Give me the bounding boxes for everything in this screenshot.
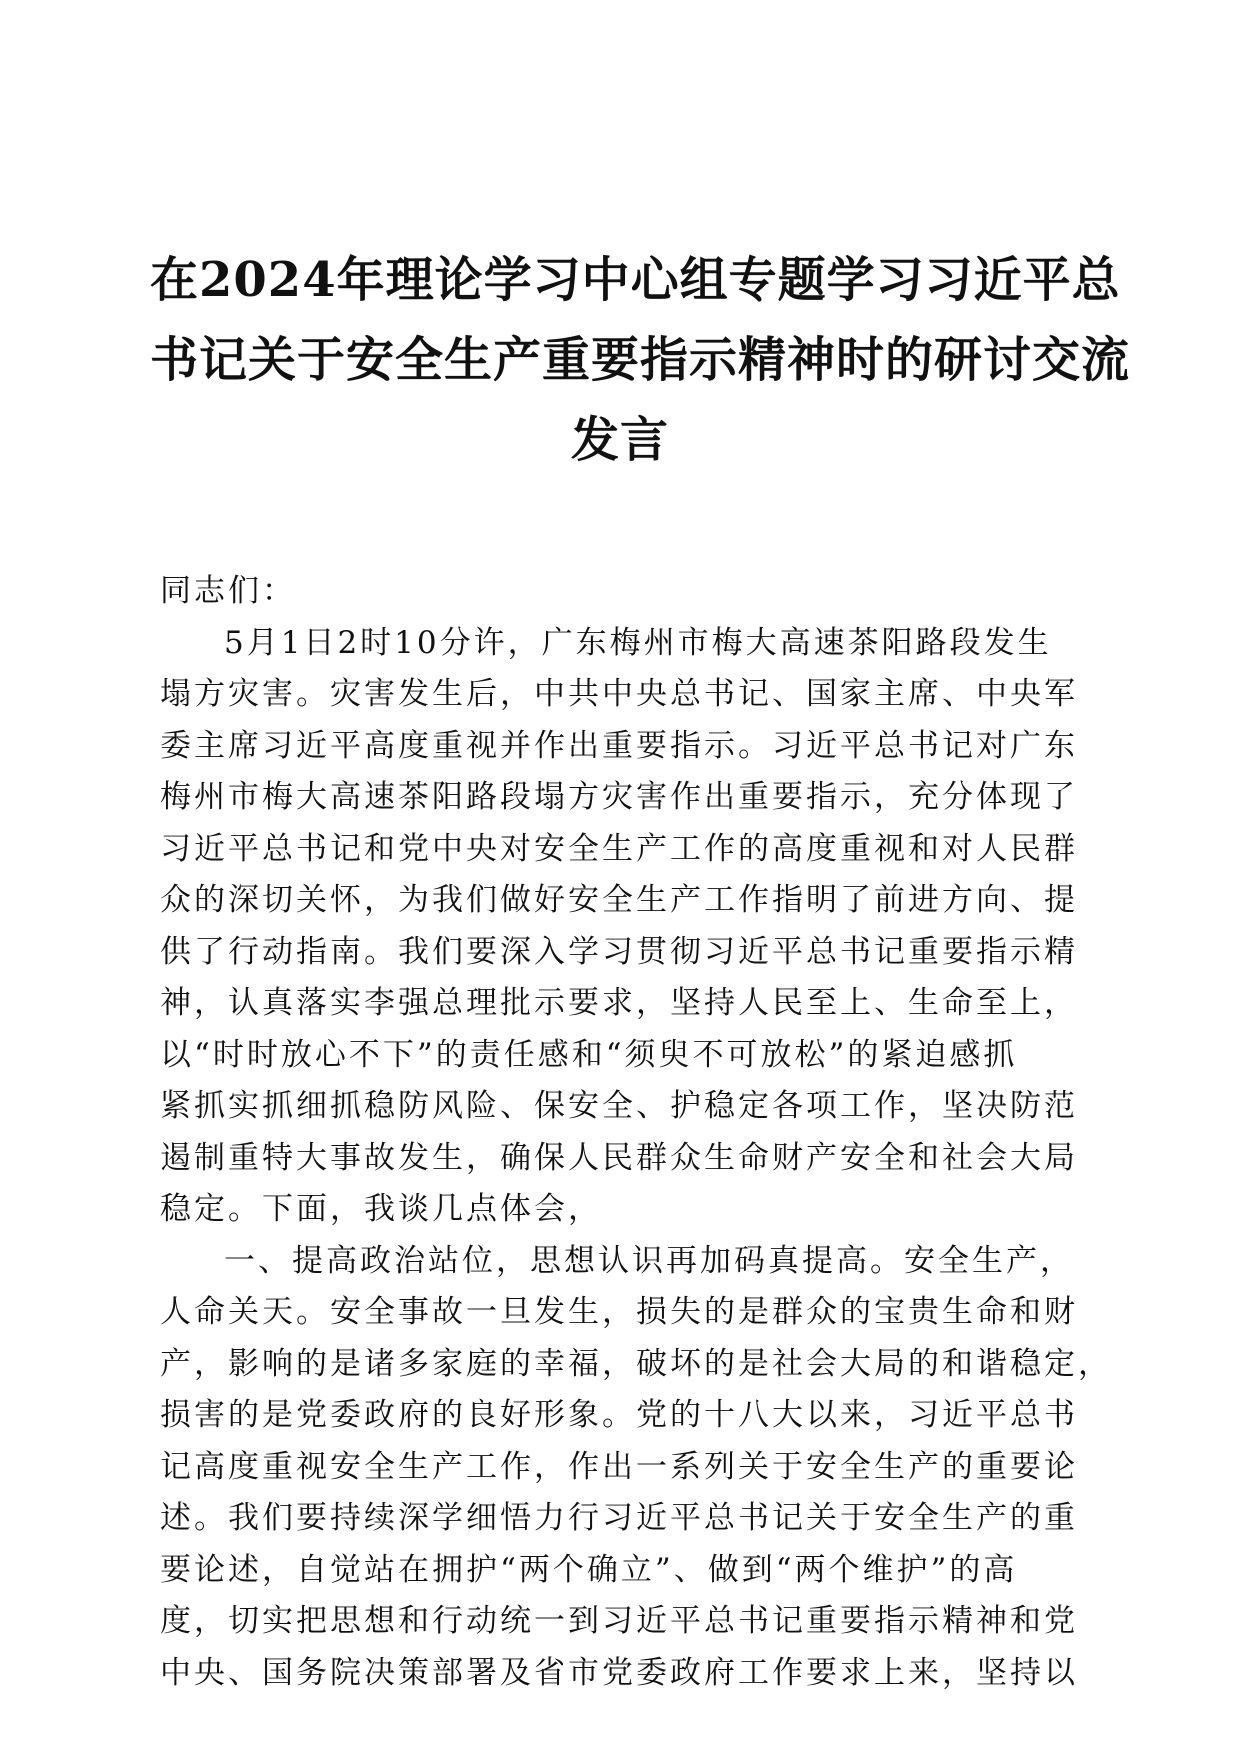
text-line: 要论述，自觉站在拥护“两个确立”、做到“两个维护”的高 — [160, 1551, 1018, 1588]
text-line: 度，切实把思想和行动统一到习近平总书记重要指示精神和党 — [160, 1603, 1078, 1639]
document-body — [160, 566, 1112, 1699]
title-line-2: 书记关于安全生产重要指示精神时的研讨交流 — [150, 332, 1131, 388]
text-line: 塌方灾害。灾害发生后，中共中央总书记、国家主席、中央军 — [160, 676, 1078, 712]
title-line-3: 发言 — [570, 412, 669, 468]
paragraph-2 — [160, 1236, 1112, 1700]
text-line: 以“时时放心不下”的责任感和“须臾不可放松”的紧迫感抓 — [160, 1036, 1018, 1073]
text-line: 产，影响的是诸多家庭的幸福，破坏的是社会大局的和谐稳定， — [160, 1345, 1112, 1382]
text-line: 损害的是党委政府的良好形象。党的十八大以来，习近平总书 — [160, 1397, 1078, 1433]
text-line: 遏制重特大事故发生，确保人民群众生命财产安全和社会大局 — [160, 1139, 1078, 1176]
text-line: 梅州市梅大高速茶阳路段塌方灾害作出重要指示，充分体现了 — [160, 779, 1078, 815]
paragraph-1 — [160, 618, 1080, 1236]
text-line: 中央、国务院决策部署及省市党委政府工作要求上来，坚持以 — [160, 1654, 1078, 1691]
salutation: 同志们： — [160, 573, 296, 609]
text-line: 5月1日2时10分许，广东梅州市梅大高速茶阳路段发生 — [224, 624, 1052, 661]
title-line-1: 在2024年理论学习中心组专题学习习近平总 — [150, 252, 1121, 308]
text-line: 委主席习近平高度重视并作出重要指示。习近平总书记对广东 — [160, 727, 1078, 764]
text-line: 述。我们要持续深学细悟力行习近平总书记关于安全生产的重 — [160, 1500, 1078, 1536]
text-line: 供了行动指南。我们要深入学习贯彻习近平总书记重要指示精 — [160, 933, 1078, 970]
text-line: 记高度重视安全生产工作，作出一系列关于安全生产的重要论 — [160, 1448, 1078, 1485]
text-line: 众的深切关怀，为我们做好安全生产工作指明了前进方向、提 — [160, 882, 1078, 918]
text-line: 人命关天。安全事故一旦发生，损失的是群众的宝贵生命和财 — [160, 1294, 1078, 1330]
text-line: 一、提高政治站位，思想认识再加码真提高。安全生产， — [224, 1242, 1074, 1279]
text-line: 紧抓实抓细抓稳防风险、保安全、护稳定各项工作，坚决防范 — [160, 1088, 1078, 1124]
document-title — [150, 240, 1131, 480]
text-line: 稳定。下面，我谈几点体会， — [160, 1191, 602, 1227]
text-line: 习近平总书记和党中央对安全生产工作的高度重视和对人民群 — [160, 830, 1078, 867]
text-line: 神，认真落实李强总理批示要求，坚持人民至上、生命至上， — [160, 985, 1078, 1021]
